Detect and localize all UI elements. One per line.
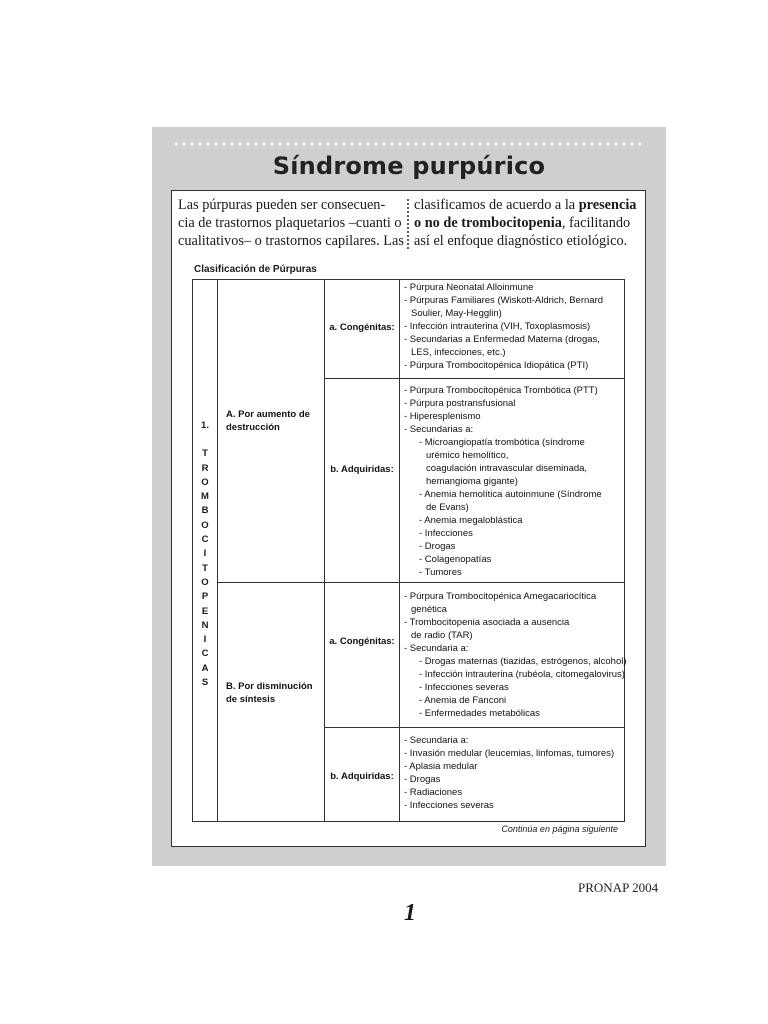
intro-left-column [178,196,404,250]
list-item: - Drogas maternas (tiazidas, estrógenos, alcohol) [419,656,627,667]
intro-emphasis: presencia [578,197,637,213]
intro-left-line: cualitativos– o trastornos capilares. Las [178,233,404,249]
group-letter: T [202,448,208,460]
list-item: - Infecciones severas [404,800,494,811]
cell-items [404,590,627,720]
group-letter: O [201,519,209,531]
list-item: - Tumores [419,567,462,578]
group-letter: A [201,662,209,674]
list-item: - Aplasia medular [404,761,478,772]
group-letter: T [202,562,208,574]
cell-items [404,281,624,372]
list-item: - Secundarias a Enfermedad Materna (drogas, [404,334,600,345]
group-letter: I [203,548,207,560]
group-letter: E [201,605,209,617]
list-item: coagulación intravascular diseminada, [426,463,588,474]
cell-items [404,384,624,579]
page-title: Síndrome purpúrico [272,152,546,180]
intro-right-column [414,196,640,250]
list-item: - Secundarias a: [404,424,474,435]
intro-right-line-2 [414,214,640,232]
group-number: 1. [201,420,209,431]
list-item: - Hiperesplenismo [404,411,481,422]
list-item: - Drogas [419,541,456,552]
column-separator [407,198,409,250]
category-label: B. Por disminución [226,681,313,692]
list-item: - Infección intrauterina (rubéola, citomegalovirus) [419,669,625,680]
page-number: 1 [404,900,416,926]
list-item: genética [411,604,447,615]
group-letter: P [201,591,209,603]
list-item: - Púrpuras Familiares (Wiskott-Aldrich, Bernard [404,295,604,306]
list-item: Soulier, May-Hegglin) [411,308,502,319]
intro-right-line-3: así el enfoque diagnóstico etiológico. [414,233,628,249]
list-item: - Anemia de Fanconi [419,695,507,706]
list-item: - Trombocitopenia asociada a ausencia [404,617,570,628]
category-label: de síntesis [226,694,276,705]
continuation-note: Continúa en página siguiente [501,824,618,834]
table-divider [324,279,325,822]
list-item: - Drogas [404,774,441,785]
footer-label: PRONAP 2004 [578,880,659,895]
list-item: LES, infecciones, etc.) [411,347,506,358]
list-item: - Infección intrauterina (VIH, Toxoplasmosis) [404,321,591,332]
table-divider [217,279,218,822]
subcategory-congenitas: a. Congénitas: [329,322,395,333]
intro-right-line-1 [414,196,640,214]
category-a [226,408,321,434]
group-letter: S [201,677,209,689]
list-item: - Infecciones [419,528,473,539]
intro-left-line: Las púrpuras pueden ser consecuen- [178,197,386,213]
subcategory-adquiridas: b. Adquiridas: [330,464,394,475]
subcategory-congenitas: a. Congénitas: [329,636,395,647]
intro-emphasis: o no de trombocitopenia [414,215,562,231]
list-item: urémico hemolítico, [426,450,509,461]
list-item: - Púrpura Trombocitopénica Idiopática (PTI) [404,360,589,371]
list-item: - Enfermedades metabólicas [419,708,540,719]
group-letter: O [201,576,209,588]
group-letters [194,447,216,690]
list-item: - Anemia megaloblástica [419,515,523,526]
table-divider [324,378,625,379]
table-divider [217,582,625,583]
intro-text: , facilitando [561,215,631,231]
list-item: - Púrpura Neonatal Alloinmune [404,282,534,293]
list-item: - Radiaciones [404,787,463,798]
list-item: - Anemia hemolítica autoinmune (Síndrome [419,489,602,500]
intro-text: clasificamos de acuerdo a la [414,197,579,213]
group-letter: B [201,505,209,517]
table-divider [399,279,400,822]
category-label: destrucción [226,422,280,433]
list-item: de radio (TAR) [411,630,473,641]
list-item: - Invasión medular (leucemias, linfomas, tumores) [404,748,615,759]
group-letter: M [201,491,209,503]
list-item: - Púrpura postransfusional [404,398,516,409]
dotted-rule-bottom [152,885,572,889]
list-item: - Infecciones severas [419,682,509,693]
list-item: - Secundaria a: [404,643,469,654]
list-item: hemangioma gigante) [426,476,518,487]
list-item: - Microangiopatía trombótica (síndrome [419,437,585,448]
list-item: - Colagenopatías [419,554,492,565]
category-b [226,680,321,706]
group-letter: I [203,634,207,646]
group-label-trombocitopenicas [194,419,216,690]
group-letter: N [201,619,209,631]
category-label: A. Por aumento de [226,409,310,420]
group-letter: O [201,476,209,488]
list-item: de Evans) [426,502,469,513]
classification-title: Clasificación de Púrpuras [194,264,317,275]
group-letter: C [201,648,209,660]
group-letter: C [201,534,209,546]
list-item: - Púrpura Trombocitopénica Amegacariocítica [404,591,597,602]
intro-left-line: cia de trastornos plaquetarios –cuanti o [178,215,402,231]
list-item: - Secundaria a: [404,735,469,746]
table-divider [324,727,625,728]
cell-items [404,734,624,812]
group-letter: R [201,462,209,474]
subcategory-adquiridas: b. Adquiridas: [330,771,394,782]
dotted-rule-top [172,142,646,146]
list-item: - Púrpura Trombocitopénica Trombótica (PTT) [404,385,598,396]
